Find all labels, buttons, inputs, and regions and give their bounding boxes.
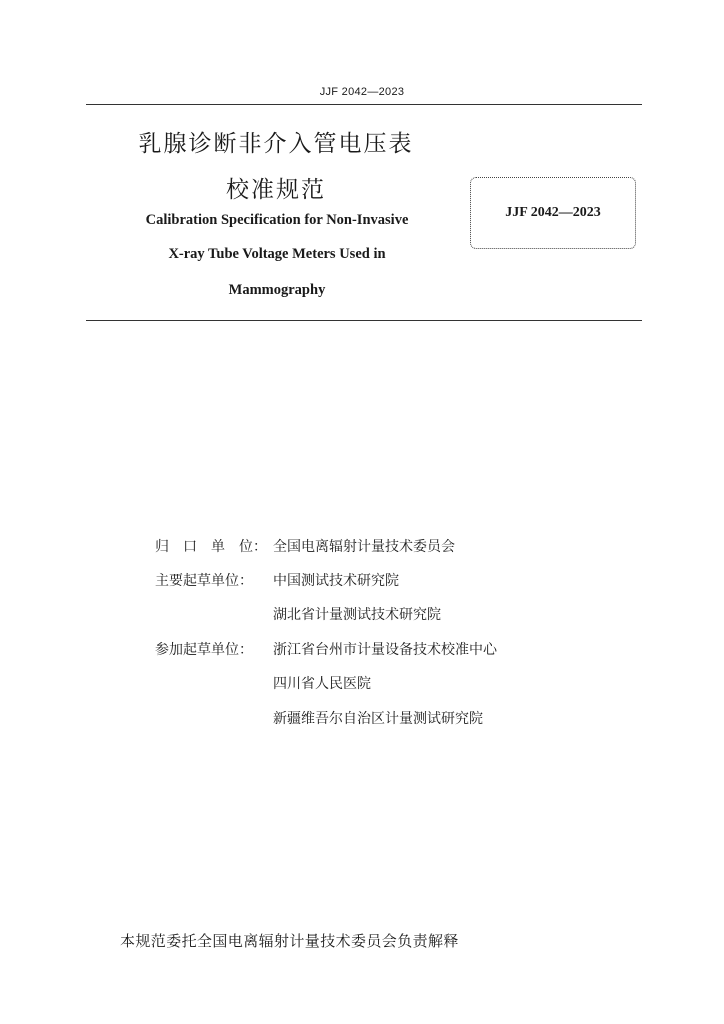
standard-number-box bbox=[470, 177, 636, 249]
participating-unit-value: 浙江省台州市计量设备技术校准中心 bbox=[273, 642, 497, 658]
english-title-line-1: Calibration Specification for Non-Invasive bbox=[145, 212, 409, 228]
main-drafting-unit-value: 中国测试技术研究院 bbox=[273, 573, 399, 589]
chinese-title-line-2: 校准规范 bbox=[226, 177, 326, 203]
standard-number-text: JJF 2042—2023 bbox=[505, 205, 601, 220]
participating-unit-value: 新疆维吾尔自治区计量测试研究院 bbox=[273, 711, 483, 727]
header-rule bbox=[86, 104, 642, 105]
chinese-title-line-1: 乳腺诊断非介入管电压表 bbox=[138, 131, 414, 157]
main-drafting-unit-label: 主要起草单位： bbox=[155, 573, 253, 589]
interpretation-note: 本规范委托全国电离辐射计量技术委员会负责解释 bbox=[120, 932, 459, 950]
header-standard-code: JJF 2042—2023 bbox=[319, 86, 405, 98]
title-bottom-rule bbox=[86, 320, 642, 321]
english-title-line-2: X-ray Tube Voltage Meters Used in bbox=[168, 246, 386, 262]
english-title-line-3: Mammography bbox=[228, 282, 326, 298]
participating-unit-value: 四川省人民医院 bbox=[273, 676, 371, 692]
centralized-unit-value: 全国电离辐射计量技术委员会 bbox=[273, 539, 455, 555]
centralized-unit-label: 归 口 单 位： bbox=[155, 539, 267, 555]
main-drafting-unit-value: 湖北省计量测试技术研究院 bbox=[273, 607, 441, 623]
participating-unit-label: 参加起草单位： bbox=[155, 642, 253, 658]
